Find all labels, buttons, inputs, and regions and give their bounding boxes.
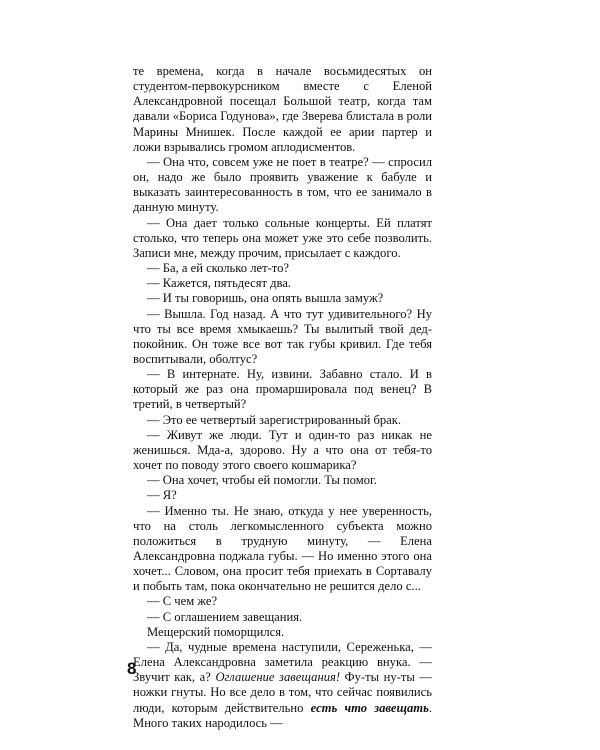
paragraph-17-text-a: — Да, чудные времена наступили, Сереженька, — Елена Александровна заметила реакцию внука. — Звучит как, а? bbox=[133, 639, 432, 685]
paragraph-16: Мещерский поморщился. bbox=[147, 624, 285, 639]
paragraph-14: — С чем же? bbox=[147, 594, 218, 609]
book-page-text bbox=[133, 64, 432, 731]
paragraph-4: — Ба, а ей сколько лет-то? bbox=[147, 261, 290, 276]
paragraph-13: — Именно ты. Не знаю, откуда у нее уверенность, что на столь легкомысленного субъекта можно положиться в трудную минуту, — Елена Александровна поджала губы. — Но именно этого она хочет... Словом, она просит тебя приехать в Сортавалу и побыть там, пока окончательно не решится дело с... bbox=[133, 503, 432, 594]
paragraph-12: — Я? bbox=[147, 488, 177, 503]
paragraph-8: — В интернате. Ну, извини. Забавно стало. И в который же раз она промаршировала под венец? В третий, в четвертый? bbox=[133, 367, 432, 412]
paragraph-15: — С оглашением завещания. bbox=[147, 609, 303, 624]
paragraph-5: — Кажется, пятьдесят два. bbox=[147, 276, 292, 291]
paragraph-6: — И ты говоришь, она опять вышла замуж? bbox=[147, 291, 384, 306]
paragraph-2: — Она что, совсем уже не поет в театре? — спросил он, надо же было проявить уважение к бабуле и выказать заинтересованность в том, что ее занимало в данную минуту. bbox=[133, 154, 432, 215]
paragraph-17-bold-italic-phrase: есть что завещать bbox=[310, 700, 429, 715]
paragraph-11: — Она хочет, чтобы ей помогли. Ты помог. bbox=[147, 473, 377, 488]
page-number: 8 bbox=[127, 659, 137, 678]
paragraph-3: — Она дает только сольные концерты. Ей платят столько, что теперь она может уже это себе позволить. Записи мне, между прочим, присылает с каждого. bbox=[133, 215, 432, 260]
paragraph-17 bbox=[133, 640, 432, 731]
paragraph-9: — Это ее четвертый зарегистрированный брак. bbox=[147, 412, 402, 427]
paragraph-17-text-b: Фу-ты ну-ты — ножки гнуты. Но все дело в том, что сейчас появились люди, которым действительно bbox=[133, 670, 433, 715]
paragraph-17-text-c: . Много таких народилось — bbox=[133, 700, 432, 730]
paragraph-7: — Вышла. Год назад. А что тут удивительного? Ну что ты все время хмыкаешь? Ты вылитый твой дед-покойник. Он тоже все вот так губы кривил. Где тебя воспитывали, оболтус? bbox=[133, 306, 432, 366]
paragraph-1: те времена, когда в начале восьмидесятых он студентом-первокурсником вместе с Еленой Александровной посещал Большой театр, когда там давали «Бориса Годунова», где Зверева блистала в роли Марины Мнишек. После каждой ее арии партер и ложи взрывались громом аплодисментов. bbox=[133, 64, 432, 154]
paragraph-17-italic-phrase: Оглашение завещания! bbox=[215, 670, 341, 685]
paragraph-10: — Живут же люди. Тут и один-то раз никак не женишься. Мда-а, здорово. Ну а что она от тебя-то хочет по поводу этого своего кошмарика? bbox=[133, 427, 432, 473]
